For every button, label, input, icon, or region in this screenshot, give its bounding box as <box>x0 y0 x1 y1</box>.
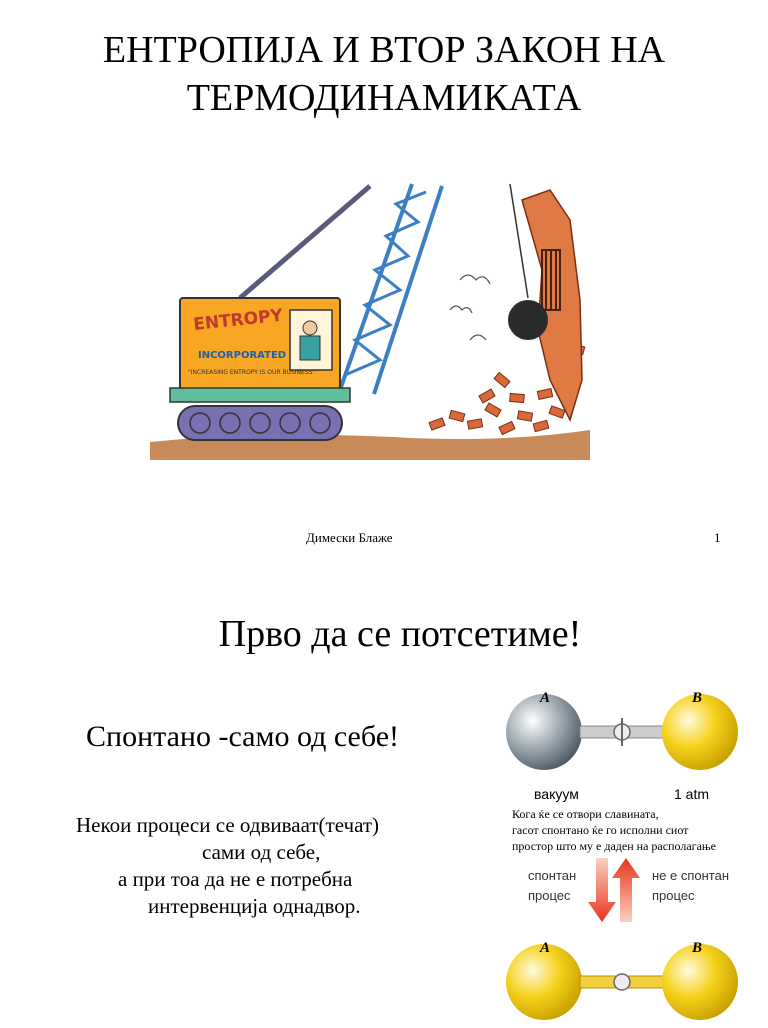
para-line-1: Некои процеси се одвиваат(течат) <box>76 813 380 837</box>
footer-author: Димески Блаже <box>306 530 393 545</box>
para-line-4: интервенција однадвор. <box>148 894 361 918</box>
slide-2-subtitle: Спонтано -само од себе! <box>86 720 400 753</box>
entropy-crane-cartoon <box>150 180 590 460</box>
valve-bottom <box>614 974 630 990</box>
slide-2 <box>0 572 768 1024</box>
sign-motto-text: "INCREASING ENTROPY IS OUR BUSINESS" <box>188 369 316 376</box>
nonspontaneous-line-2: процес <box>652 888 695 903</box>
wrecking-ball <box>508 300 548 340</box>
caption-line-3: простор што му е даден на располагање <box>512 839 716 853</box>
slide-1-title: ЕНТРОПИЈА И ВТОР ЗАКОН НА ТЕРМОДИНАМИКАТА <box>102 29 666 119</box>
para-line-3: а при тоа да не е потребна <box>118 867 353 891</box>
spontaneous-arrow <box>588 858 616 922</box>
para-line-2: сами од себе, <box>202 840 321 864</box>
diagram-caption <box>512 806 716 854</box>
vacuum-label: вакуум <box>534 786 579 802</box>
page-number: 1 <box>714 530 721 545</box>
crane-boom <box>340 184 442 394</box>
label-a-top: A <box>540 690 551 706</box>
nonspontaneous-arrow <box>612 858 640 922</box>
nonspontaneous-label <box>652 866 729 906</box>
sign-sub-text: INCORPORATED <box>198 350 287 361</box>
spontaneous-line-2: процес <box>528 888 571 903</box>
spontaneous-line-1: спонтан <box>528 868 577 883</box>
operator-body <box>300 336 320 360</box>
crane-deck <box>170 388 350 402</box>
crane-tracks <box>178 406 342 440</box>
label-b-top: B <box>692 690 703 706</box>
crane-cable <box>240 186 370 298</box>
label-a-bottom: A <box>540 940 551 956</box>
sign-main-text: ENTROPY <box>192 305 284 335</box>
spontaneous-label <box>528 866 576 906</box>
pressure-label: 1 atm <box>674 786 710 802</box>
caption-line-1: Кога ќе се отвори славината, <box>512 807 659 821</box>
caption-line-2: гасот спонтано ќе го исполни сиот <box>512 823 689 837</box>
nonspontaneous-line-1: не е спонтан <box>652 868 730 883</box>
operator-head <box>303 321 317 335</box>
slide-2-title: Прво да се потсетиме! <box>218 613 582 655</box>
dust-clouds <box>450 275 490 340</box>
label-b-bottom: B <box>692 940 703 956</box>
slide-divider <box>0 560 768 572</box>
gas-expansion-diagram <box>496 688 760 1028</box>
slide-2-paragraph <box>76 812 476 920</box>
